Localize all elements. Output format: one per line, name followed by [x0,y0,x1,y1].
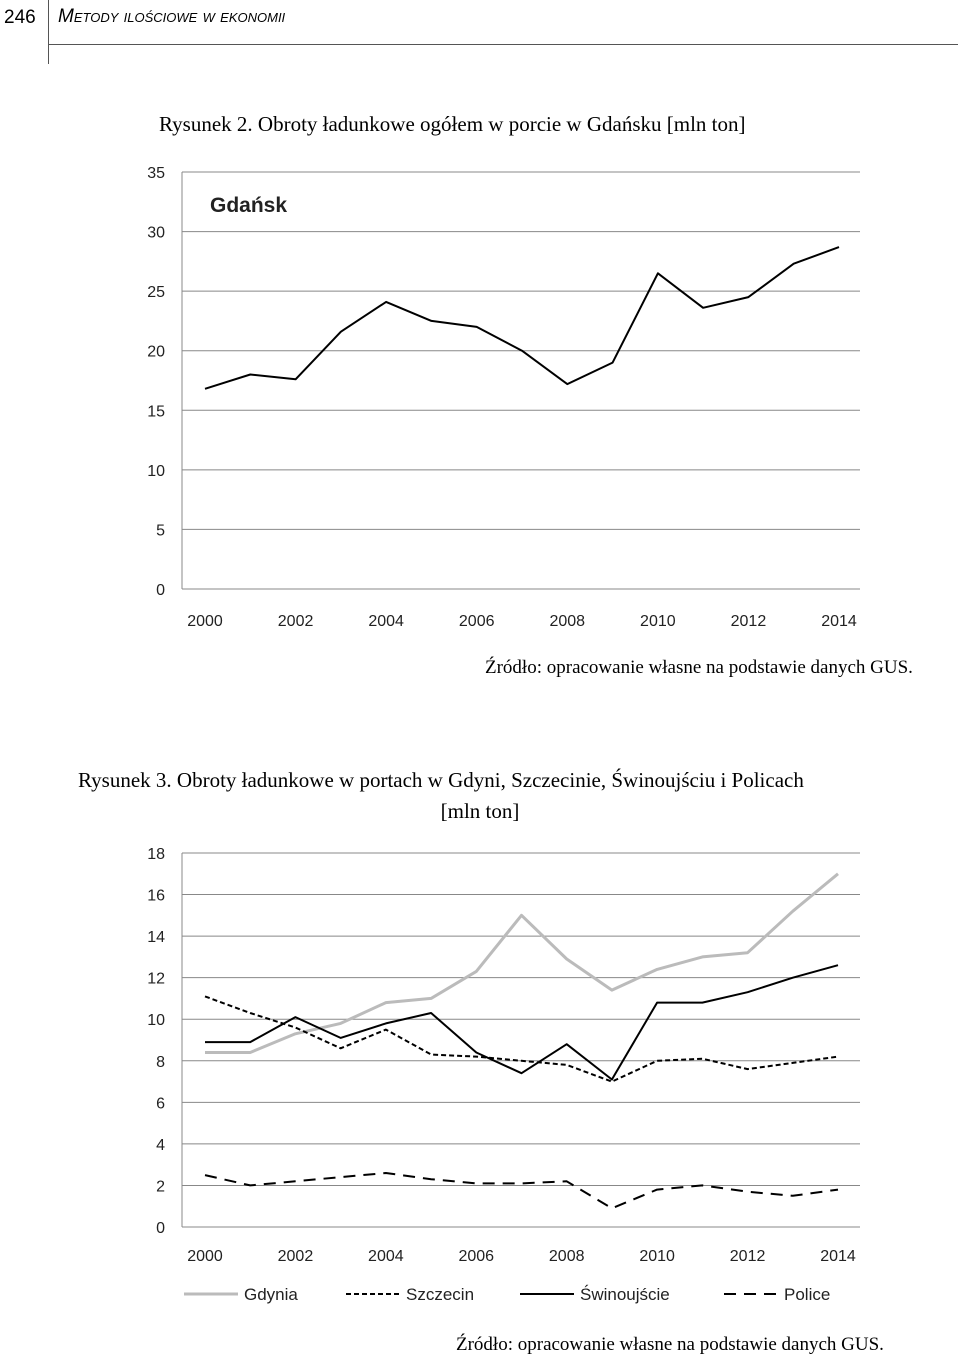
ports-x-tick-label: 2010 [639,1248,675,1265]
gdansk-y-tick-label: 10 [147,462,165,480]
legend-label-gdynia: Gdynia [244,1285,298,1304]
legend-label-szczecin: Szczecin [406,1285,475,1304]
ports-y-tick-label: 16 [147,887,165,905]
gdansk-chart-title: Gdańsk [210,194,288,217]
legend-label-police: Police [784,1285,831,1304]
gdansk-y-tick-label: 20 [147,343,165,361]
figure2-source: Źródło: opracowanie własne na podstawie danych GUS. [485,657,913,678]
page-number: 246 [4,7,36,28]
running-title: Metody ilościowe w ekonomii [58,6,286,27]
gdansk-y-tick-label: 30 [147,224,165,242]
ports-y-tick-label: 18 [147,846,165,863]
ports-y-tick-label: 10 [147,1012,165,1030]
gdansk-y-tick-label: 0 [156,582,165,599]
gdansk-x-tick-label: 2000 [187,613,223,630]
gdansk-y-tick-label: 15 [147,403,165,421]
ports-y-tick-label: 6 [156,1095,165,1113]
gdansk-y-tick-label: 35 [147,165,165,182]
ports-x-tick-label: 2004 [368,1248,404,1265]
gdansk-x-tick-label: 2004 [368,613,404,630]
ports-y-tick-label: 0 [156,1220,165,1237]
gdansk-x-tick-label: 2014 [821,613,857,630]
ports-series-szczecin [205,996,838,1081]
figure3-caption-line1: Rysunek 3. Obroty ładunkowe w portach w Gdyni, Szczecinie, Świnoujściu i Policach [78,768,804,792]
ports-y-tick-label: 2 [156,1178,165,1196]
legend-label-świnoujście: Świnoujście [580,1285,670,1304]
gdansk-x-tick-label: 2008 [549,613,586,630]
gdansk-x-tick-label: 2012 [730,613,767,630]
ports-y-tick-label: 8 [156,1053,165,1071]
ports-series-gdynia [205,874,838,1053]
ports-x-tick-label: 2012 [729,1248,766,1265]
ports-y-tick-label: 14 [147,929,165,947]
gdansk-x-tick-label: 2002 [277,613,314,630]
ports-x-tick-label: 2014 [820,1248,856,1265]
ports-x-tick-label: 2008 [548,1248,585,1265]
figure2-caption: Rysunek 2. Obroty ładunkowe ogółem w porcie w Gdańsku [mln ton] [159,112,746,136]
ports-x-tick-label: 2002 [277,1248,314,1265]
gdansk-y-tick-label: 25 [147,284,165,302]
gdansk-y-tick-label: 5 [156,522,165,540]
figure3-caption-line2: [mln ton] [440,799,520,823]
ports-y-tick-label: 4 [156,1136,165,1154]
ports-x-tick-label: 2000 [187,1248,223,1265]
figure3-source: Źródło: opracowanie własne na podstawie danych GUS. [456,1334,884,1355]
ports-x-tick-label: 2006 [458,1248,495,1265]
ports-series-świnoujście [205,965,838,1079]
gdansk-x-tick-label: 2006 [458,613,495,630]
ports-series-police [205,1173,838,1208]
ports-y-tick-label: 12 [147,970,165,988]
gdansk-x-tick-label: 2010 [640,613,676,630]
